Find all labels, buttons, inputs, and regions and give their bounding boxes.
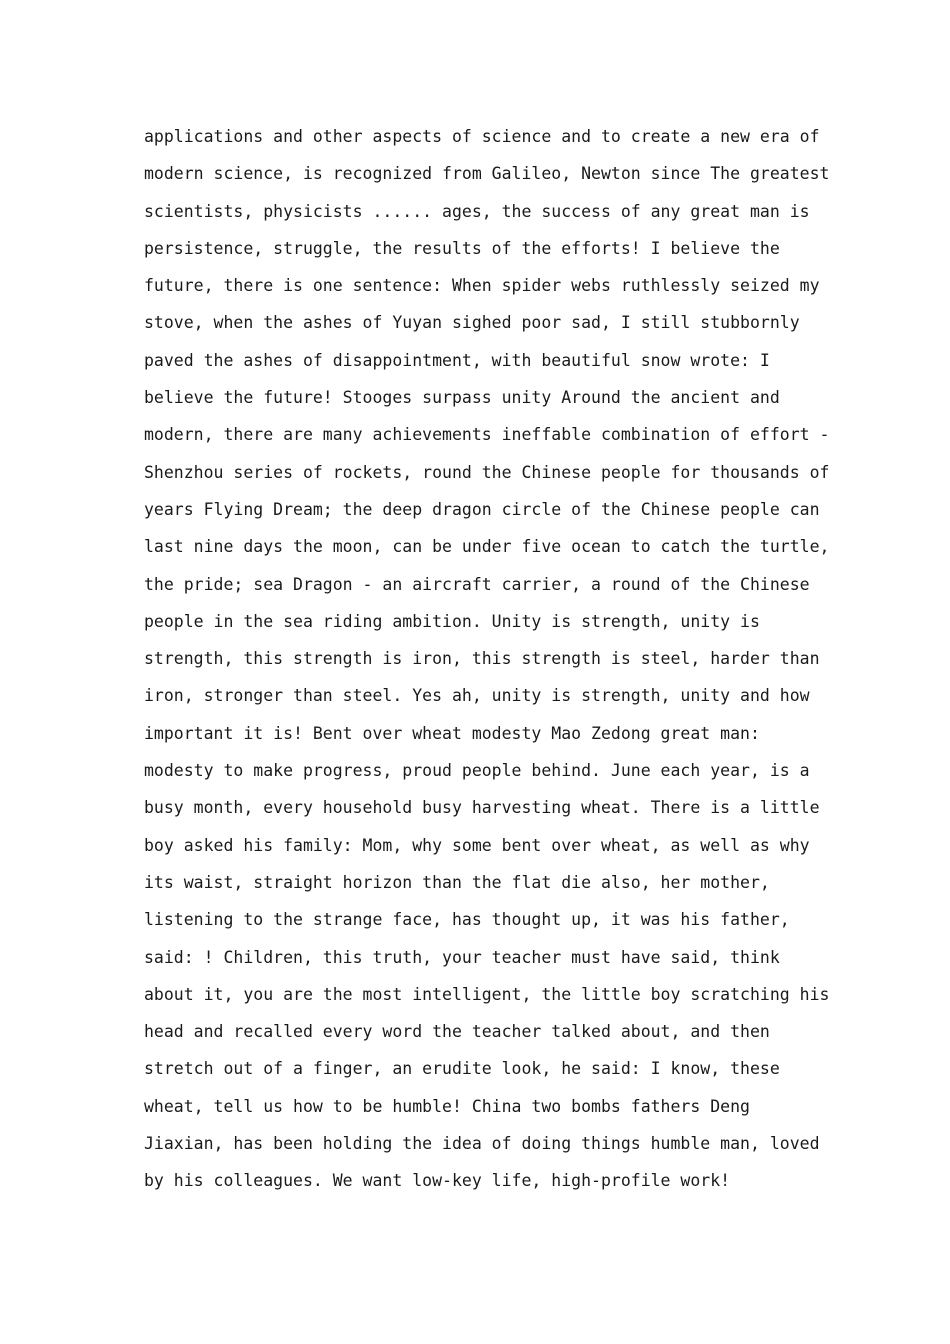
text-line: busy month, every household busy harvesting wheat. There is a little [144, 798, 820, 818]
text-line: boy asked his family: Mom, why some bent over wheat, as well as why [144, 835, 810, 855]
text-line: persistence, struggle, the results of the efforts! I believe the [144, 238, 780, 258]
text-line: applications and other aspects of science and to create a new era of [144, 127, 820, 146]
text-line: said: ! Children, this truth, your teacher must have said, think [144, 947, 780, 967]
text-line: believe the future! Stooges surpass unity Around the ancient and [144, 388, 780, 408]
text-line: people in the sea riding ambition. Unity is strength, unity is [144, 611, 760, 631]
text-line: important it is! Bent over wheat modesty Mao Zedong great man: [144, 723, 760, 743]
text-line: by his colleagues. We want low-key life, high-profile work! [144, 1171, 731, 1191]
text-line: iron, stronger than steel. Yes ah, unity is strength, unity and how [144, 686, 810, 706]
text-line: years Flying Dream; the deep dragon circle of the Chinese people can [144, 499, 820, 519]
text-line: Jiaxian, has been holding the idea of doing things humble man, loved [144, 1134, 820, 1154]
text-line: listening to the strange face, has thought up, it was his father, [144, 910, 790, 930]
text-line: last nine days the moon, can be under five ocean to catch the turtle, [144, 537, 830, 557]
text-line: stove, when the ashes of Yuyan sighed poor sad, I still stubbornly [144, 313, 800, 333]
text-line: modern science, is recognized from Galileo, Newton since The greatest [144, 164, 830, 184]
text-line: the pride; sea Dragon - an aircraft carrier, a round of the Chinese [144, 574, 810, 594]
text-line: future, there is one sentence: When spider webs ruthlessly seized my [144, 276, 820, 296]
text-line: wheat, tell us how to be humble! China two bombs fathers Deng [144, 1096, 750, 1116]
text-line: its waist, straight horizon than the flat die also, her mother, [144, 872, 770, 892]
text-line: modern, there are many achievements ineffable combination of effort - [144, 425, 830, 445]
text-line: about it, you are the most intelligent, the little boy scratching his [144, 984, 830, 1004]
text-line: strength, this strength is iron, this strength is steel, harder than [144, 649, 820, 669]
text-line: head and recalled every word the teacher talked about, and then [144, 1022, 770, 1042]
text-line: scientists, physicists ...... ages, the success of any great man is [144, 201, 810, 221]
text-line: paved the ashes of disappointment, with beautiful snow wrote: I [144, 350, 770, 370]
text-line: modesty to make progress, proud people behind. June each year, is a [144, 761, 810, 781]
body-text [144, 118, 830, 1200]
text-line: Shenzhou series of rockets, round the Chinese people for thousands of [144, 462, 830, 482]
text-line: stretch out of a finger, an erudite look, he said: I know, these [144, 1059, 780, 1079]
